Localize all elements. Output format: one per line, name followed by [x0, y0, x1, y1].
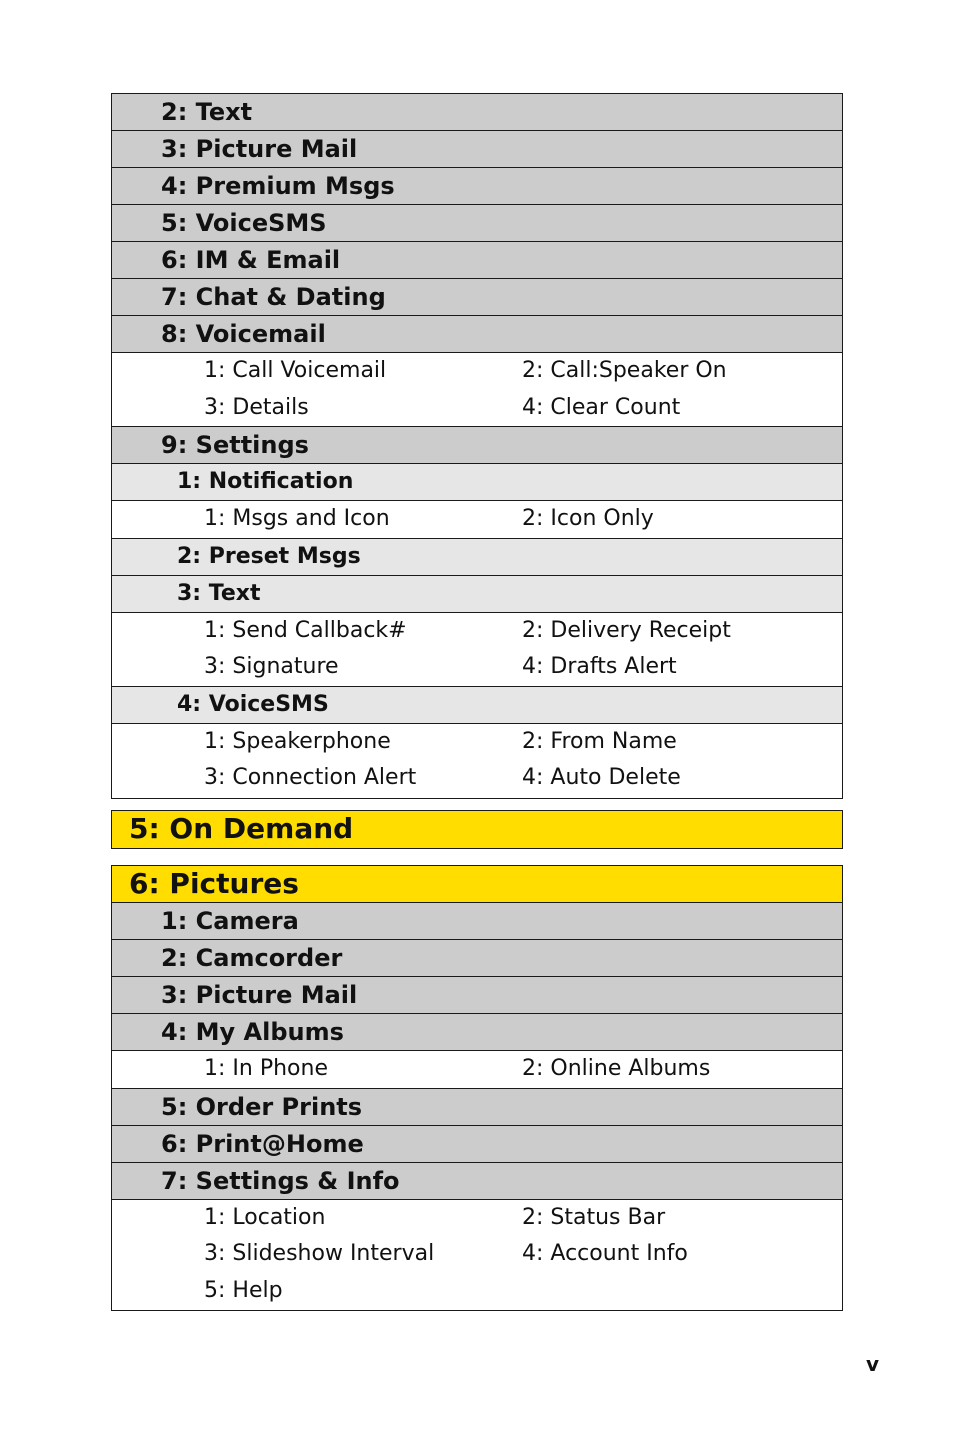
menu-option-4-auto-delete: 4: Auto Delete: [522, 765, 681, 790]
submenu-options: [112, 501, 842, 539]
menu-heading-4-premium-msgs: [112, 168, 842, 205]
menu-option-3-slideshow-interval: 3: Slideshow Interval: [204, 1241, 435, 1266]
menu-option-3-details: 3: Details: [204, 394, 309, 420]
menu-option-2-call-speaker-on: 2: Call:Speaker On: [522, 358, 727, 383]
page-number: v: [866, 1352, 880, 1376]
menu-heading-label: 9: Settings: [161, 431, 309, 459]
menu-option-4-account-info: 4: Account Info: [522, 1241, 688, 1266]
menu-option-1-msgs-and-icon: 1: Msgs and Icon: [204, 506, 390, 531]
menu-heading-label: 4: Premium Msgs: [161, 172, 395, 200]
menu-heading-label: 6: IM & Email: [161, 246, 341, 274]
menu-heading-label: 1: Camera: [161, 907, 299, 935]
menu-heading-5-on-demand: [112, 811, 842, 848]
menu-heading-6-pictures: [112, 866, 842, 903]
menu-heading-label: 4: VoiceSMS: [177, 691, 329, 717]
menu-heading-3-picture-mail: [112, 977, 842, 1014]
submenu-options: [112, 1200, 842, 1311]
menu-option-2-from-name: 2: From Name: [522, 728, 677, 754]
menu-heading-5-voicesms: [112, 205, 842, 242]
menu-heading-9-settings: [112, 427, 842, 464]
menu-option-4-drafts-alert: 4: Drafts Alert: [522, 654, 677, 679]
menu-option-1-in-phone: 1: In Phone: [204, 1056, 328, 1081]
menu-option-1-call-voicemail: 1: Call Voicemail: [204, 358, 387, 383]
messaging-menu-table: [111, 93, 843, 799]
menu-heading-label: 5: On Demand: [129, 812, 354, 845]
menu-heading-7-chat-dating: [112, 279, 842, 316]
menu-heading-6-im-email: [112, 242, 842, 279]
submenu-options: [112, 613, 842, 687]
menu-heading-label: 3: Picture Mail: [161, 981, 358, 1009]
menu-option-2-status-bar: 2: Status Bar: [522, 1204, 666, 1230]
menu-heading-3-picture-mail: [112, 131, 842, 168]
menu-option-2-online-albums: 2: Online Albums: [522, 1056, 711, 1081]
menu-heading-label: 3: Text: [177, 580, 261, 606]
menu-heading-5-order-prints: [112, 1089, 842, 1126]
menu-option-3-connection-alert: 3: Connection Alert: [204, 765, 417, 790]
submenu-heading-3-text: [112, 576, 842, 613]
menu-heading-label: 5: VoiceSMS: [161, 209, 327, 237]
menu-heading-label: 2: Text: [161, 98, 253, 126]
menu-heading-label: 4: My Albums: [161, 1018, 344, 1046]
on-demand-menu-table: [111, 810, 843, 849]
pictures-menu-table: [111, 865, 843, 1311]
menu-option-2-icon-only: 2: Icon Only: [522, 506, 654, 531]
menu-heading-label: 7: Settings & Info: [161, 1166, 400, 1195]
submenu-heading-2-preset-msgs: [112, 539, 842, 576]
menu-heading-2-camcorder: [112, 940, 842, 977]
menu-heading-label: 5: Order Prints: [161, 1092, 363, 1121]
menu-option-1-speakerphone: 1: Speakerphone: [204, 728, 391, 754]
submenu-options: [112, 353, 842, 427]
menu-heading-6-print-home: [112, 1126, 842, 1163]
submenu-heading-1-notification: [112, 464, 842, 501]
menu-heading-8-voicemail: [112, 316, 842, 353]
menu-heading-label: 7: Chat & Dating: [161, 283, 386, 311]
menu-heading-label: 2: Camcorder: [161, 944, 343, 972]
menu-option-1-location: 1: Location: [204, 1204, 326, 1230]
menu-option-5-help: 5: Help: [204, 1277, 283, 1303]
menu-heading-label: 2: Preset Msgs: [177, 543, 361, 569]
menu-heading-4-my-albums: [112, 1014, 842, 1051]
menu-option-1-send-callback: 1: Send Callback#: [204, 617, 407, 643]
menu-option-2-delivery-receipt: 2: Delivery Receipt: [522, 617, 731, 643]
menu-heading-label: 6: Pictures: [129, 867, 299, 900]
menu-heading-label: 1: Notification: [177, 469, 354, 494]
submenu-options: [112, 724, 842, 798]
menu-heading-2-text: [112, 94, 842, 131]
submenu-options: [112, 1051, 842, 1089]
menu-option-3-signature: 3: Signature: [204, 654, 339, 679]
menu-heading-7-settings-info: [112, 1163, 842, 1200]
menu-heading-label: 8: Voicemail: [161, 320, 326, 348]
menu-heading-label: 3: Picture Mail: [161, 135, 358, 163]
menu-option-4-clear-count: 4: Clear Count: [522, 394, 681, 420]
submenu-heading-4-voicesms: [112, 687, 842, 724]
menu-heading-1-camera: [112, 903, 842, 940]
menu-heading-label: 6: Print@Home: [161, 1129, 364, 1158]
